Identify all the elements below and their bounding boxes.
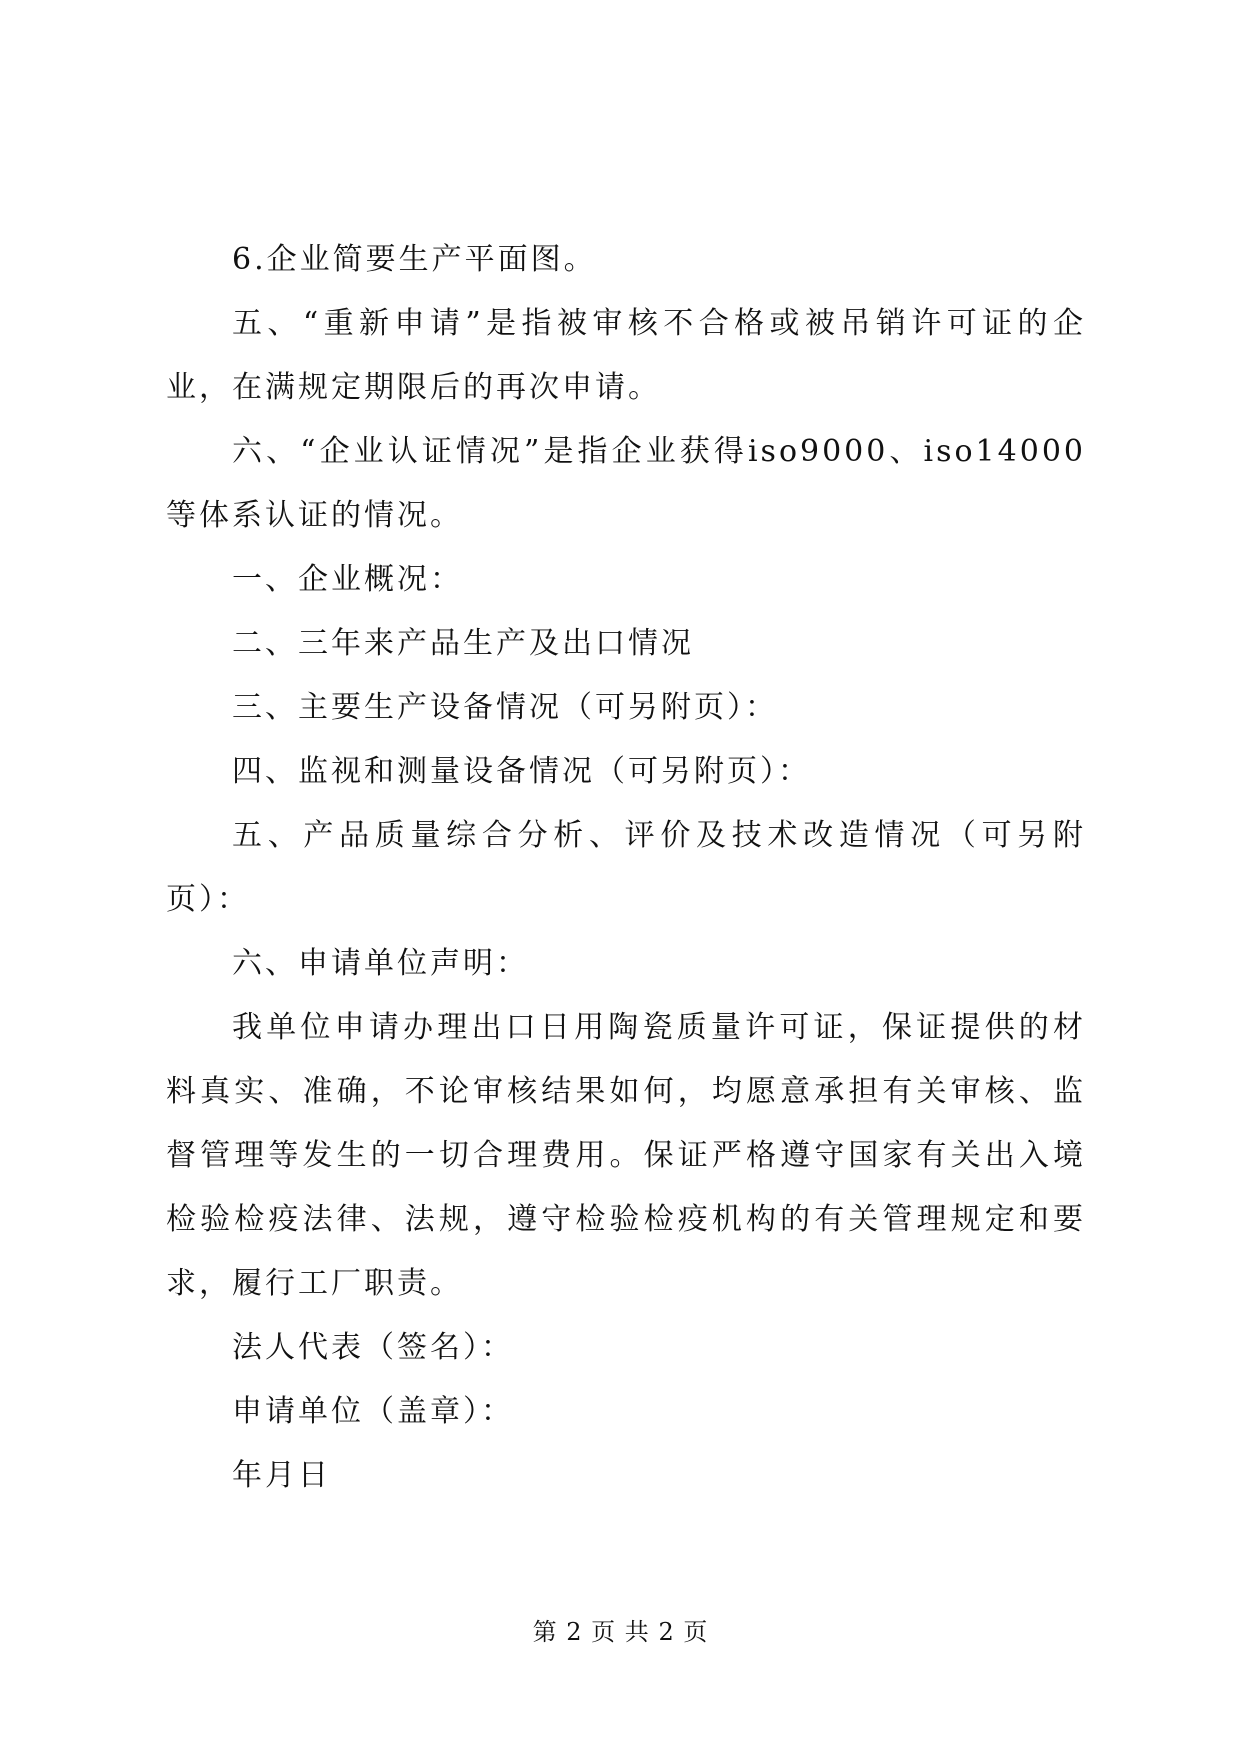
document-body bbox=[166, 228, 1086, 1508]
paragraph: 一、企业概况： bbox=[232, 562, 463, 597]
paragraph: 6.企业简要生产平面图。 bbox=[232, 242, 597, 277]
paragraph: 五、产品质量综合分析、评价及技术改造情况（可另附页）： bbox=[166, 818, 1086, 917]
paragraph: 法人代表（签名）： bbox=[232, 1330, 514, 1365]
paragraph: 年月日 bbox=[232, 1458, 331, 1493]
paragraph: 我单位申请办理出口日用陶瓷质量许可证，保证提供的材料真实、准确，不论审核结果如何，均愿意承担有关审核、监督管理等发生的一切合理费用。保证严格遵守国家有关出入境检验检疫法律、法规，遵守检验检疫机构的有关管理规定和要求，履行工厂职责。 bbox=[166, 1010, 1086, 1301]
paragraph: 申请单位（盖章）： bbox=[232, 1394, 514, 1429]
paragraph: 六、申请单位声明： bbox=[232, 946, 529, 981]
paragraph: 四、监视和测量设备情况（可另附页）： bbox=[232, 754, 811, 789]
page-footer: 第 2 页 共 2 页 bbox=[532, 1618, 709, 1646]
paragraph: 二、三年来产品生产及出口情况 bbox=[232, 626, 694, 661]
paragraph: 六、“企业认证情况”是指企业获得iso9000、iso14000等体系认证的情况。 bbox=[166, 434, 1086, 533]
paragraph: 三、主要生产设备情况（可另附页）： bbox=[232, 690, 778, 725]
paragraph: 五、“重新申请”是指被审核不合格或被吊销许可证的企业，在满规定期限后的再次申请。 bbox=[166, 306, 1086, 405]
